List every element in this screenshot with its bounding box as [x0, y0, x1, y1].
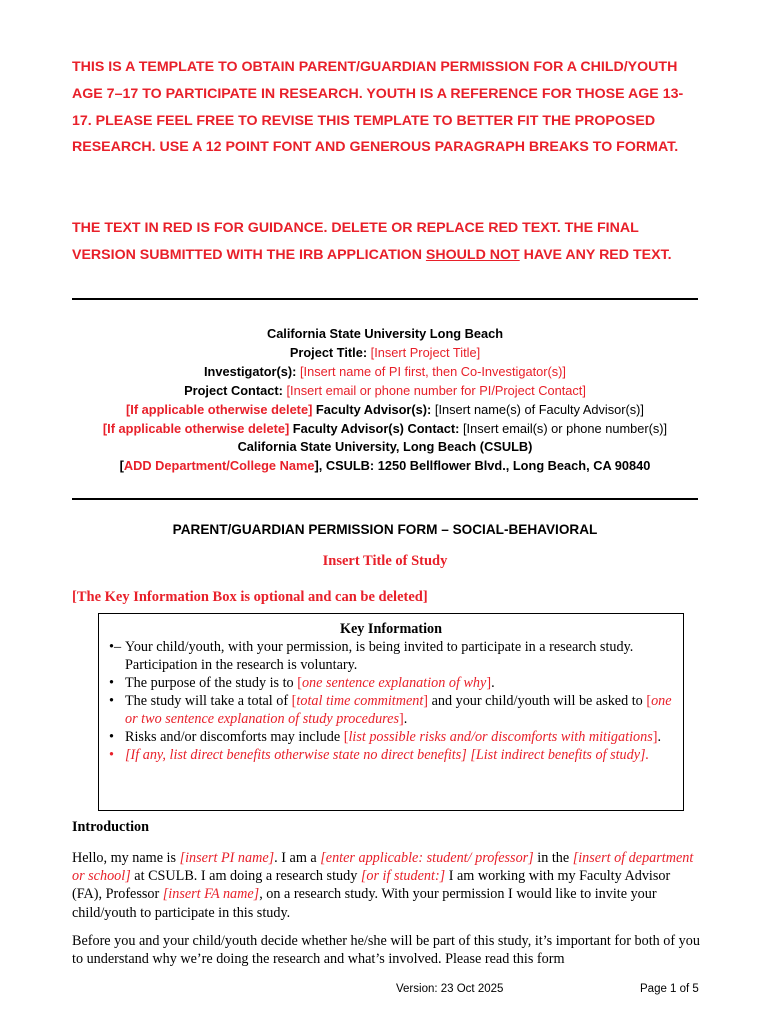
faculty-advisor-contact-label: Faculty Advisor(s) Contact: [292, 420, 460, 436]
key-info-item [99, 728, 683, 746]
decision-paragraph: Before you and your child/youth decide whether he/she will be part of this study, it’s important for both of you to understand why we’re doing the research and what’s involved. Please read this form [72, 933, 700, 968]
project-contact-value: [Insert email or phone number for PI/Project Contact] [286, 382, 586, 398]
key-info-item [99, 746, 683, 764]
key-info-note: [The Key Information Box is optional and can be deleted] [72, 589, 428, 605]
key-info-item-text: . [657, 729, 661, 745]
guidance-red-text-a: THE TEXT IN RED IS FOR GUIDANCE. DELETE OR REPLACE RED TEXT. THE FINAL VERSION SUBMITTED WITH THE IRB APPLICATION [72, 220, 639, 263]
bullet-icon: • [109, 747, 114, 763]
intro-text: I am working with my Faculty Advisor (FA), Professor [72, 868, 671, 903]
header-bottom-rule [72, 498, 698, 500]
bullet-icon: • [109, 693, 114, 709]
key-info-item [99, 692, 683, 728]
key-info-item-text: The purpose of the study is to [125, 675, 298, 691]
investigators-value: [Insert name of PI first, then Co-Investigator(s)] [300, 363, 566, 379]
key-info-item-text: . [403, 711, 408, 727]
key-info-placeholder: [list possible risks and/or discomforts with mitigations] [343, 729, 658, 745]
bullet-icon: • [109, 729, 114, 745]
intro-text: Hello, my name is [72, 850, 180, 866]
guidance-should-not: SHOULD NOT [425, 246, 520, 263]
study-header [72, 325, 698, 476]
footer-version: Version: 23 Oct 2025 [396, 983, 504, 995]
university-name: California State University Long Beach [266, 326, 504, 341]
intro-text: . I am a [274, 850, 321, 866]
key-information-box [98, 613, 684, 811]
project-contact-label: Project Contact: [184, 382, 283, 398]
guidance-red-text-b: HAVE ANY RED TEXT. [519, 246, 672, 263]
key-info-benefits-placeholder: [If any, list direct benefits otherwise state no direct benefits] [List indirect benefits of study]. [125, 747, 650, 763]
student-option-placeholder: [or if student:] [360, 868, 446, 885]
intro-text: at CSULB. I am doing a research study [130, 868, 361, 885]
key-info-placeholder: [one or two sentence explanation of study procedures] [125, 693, 672, 727]
key-info-item-text: and your child/youth will be asked to [428, 693, 647, 709]
faculty-advisor-value: [Insert name(s) of Faculty Advisor(s)] [434, 401, 644, 417]
intro-text: , on a research study. With your permission I would like to invite your child/youth to participate in this study. [72, 886, 657, 921]
fa-name-placeholder: [insert FA name] [162, 886, 260, 903]
study-title: Insert Title of Study [322, 553, 448, 569]
key-info-placeholder: [one sentence explanation of why] [297, 675, 492, 691]
key-info-placeholder-text: one sentence explanation of why [301, 675, 487, 691]
key-information-title: Key Information [339, 621, 443, 637]
key-info-item [99, 638, 683, 674]
project-title-label: Project Title: [289, 344, 368, 360]
intro-text: in the [533, 850, 573, 866]
guidance-block-red-text [72, 215, 702, 269]
header-top-rule [72, 298, 698, 300]
role-placeholder: [enter applicable: student/ professor] [320, 850, 534, 866]
introduction-paragraph [72, 849, 700, 922]
key-info-placeholder-text: one or two sentence explanation of study procedures [125, 693, 672, 727]
key-info-item-text: The study will take a total of [125, 693, 292, 709]
bullet-icon: • [109, 675, 114, 691]
key-info-item [99, 674, 683, 692]
introduction-heading: Introduction [72, 819, 149, 835]
investigators-label: Investigator(s): [204, 363, 297, 379]
key-info-item-text: Risks and/or discomforts may include [125, 729, 344, 745]
pi-name-placeholder: [insert PI name] [179, 850, 275, 866]
address-bracket-open: [ [119, 458, 124, 474]
key-info-item-text: Your child/youth, with your permission, is being invited to participate in a research study. Participation in the research is voluntary. [125, 639, 634, 673]
form-title: PARENT/GUARDIAN PERMISSION FORM – SOCIAL-BEHAVIORAL [172, 522, 598, 537]
key-info-placeholder: [total time commitment] [291, 693, 429, 709]
advisor-conditional: [If applicable otherwise delete] [126, 401, 313, 417]
faculty-advisor-contact-value: [Insert email(s) or phone number(s)] [462, 420, 668, 436]
department-placeholder: ADD Department/College Name [123, 458, 315, 474]
bullet-icon: •– [109, 639, 122, 655]
faculty-advisor-label: Faculty Advisor(s): [315, 401, 432, 417]
guidance-block-template: THIS IS A TEMPLATE TO OBTAIN PARENT/GUARDIAN PERMISSION FOR A CHILD/YOUTH AGE 7–17 TO PARTICIPATE IN RESEARCH. YOUTH IS A REFERENCE FOR THOSE AGE 13-17. PLEASE FEEL FREE TO REVISE THIS TEMPLATE TO BETTER FIT THE PROPOSED RESEARCH. USE A 12 POINT FONT AND GENEROUS PARAGRAPH BREAKS TO FORMAT. [72, 59, 684, 156]
project-title-value: [Insert Project Title] [370, 344, 481, 360]
footer-page-number: Page 1 of 5 [640, 983, 699, 995]
key-info-placeholder-text: list possible risks and/or discomforts with mitigations [348, 729, 653, 745]
key-information-list [99, 638, 683, 764]
campus-address: ], CSULB: 1250 Bellflower Blvd., Long Beach, CA 90840 [314, 458, 651, 474]
department-school-placeholder: [insert of department or school] [72, 850, 694, 885]
key-info-placeholder-text: total time commitment [296, 693, 424, 709]
university-full-name: California State University, Long Beach (CSULB) [237, 439, 533, 455]
key-info-item-text: . [491, 675, 495, 691]
advisor-contact-conditional: [If applicable otherwise delete] [102, 420, 290, 436]
